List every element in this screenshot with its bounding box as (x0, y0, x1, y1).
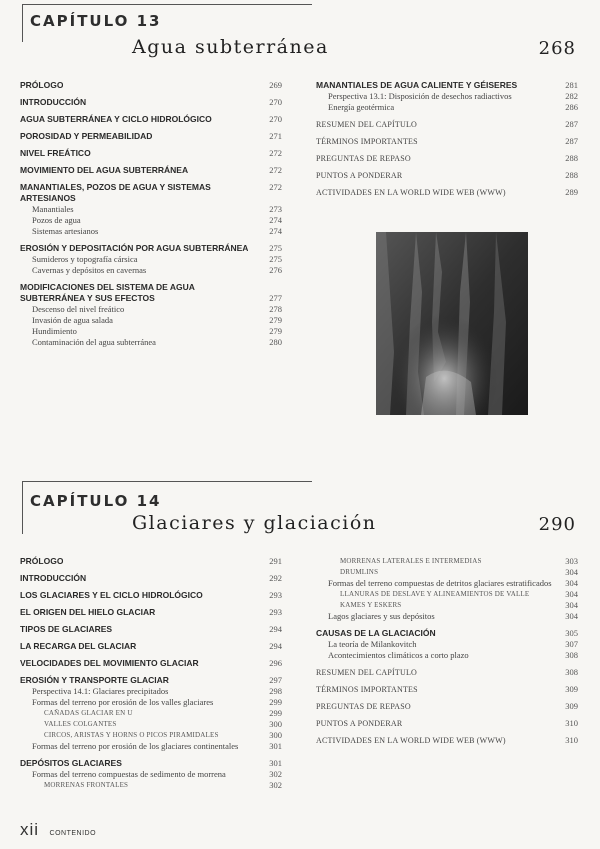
toc-entry-page: 301 (269, 758, 282, 768)
toc-entry-page: 299 (269, 708, 282, 718)
toc-entry-page: 294 (269, 641, 282, 651)
toc-entry-title: LLANURAS DE DESLAVE Y ALINEAMIENTOS DE VALLE (340, 590, 530, 598)
toc-entry-page: 279 (269, 315, 282, 325)
toc-entry-title: Formas del terreno compuestas de sedimento de morrena (32, 769, 226, 779)
toc-entry (316, 567, 578, 578)
toc-entry (20, 641, 282, 652)
toc-entry-page: 304 (565, 589, 578, 599)
toc-entry-title: Formas del terreno compuestas de detritos glaciares estratificados (328, 578, 552, 588)
chapter-rule (22, 4, 312, 5)
toc-entry-title: TÉRMINOS IMPORTANTES (316, 137, 418, 146)
toc-entry-page: 277 (269, 293, 282, 303)
toc-entry-title: Contaminación del agua subterránea (32, 337, 156, 347)
toc-entry-title: MODIFICACIONES DEL SISTEMA DE AGUA (20, 282, 195, 292)
toc-entry (20, 607, 282, 618)
toc-entry-title: EROSIÓN Y DEPOSITACIÓN POR AGUA SUBTERRÁNEA (20, 243, 249, 253)
toc-column-left (20, 556, 282, 791)
footer-section-label: CONTENIDO (49, 830, 97, 837)
cave-photo (376, 232, 528, 415)
toc-entry-page: 289 (565, 187, 578, 197)
toc-entry (20, 590, 282, 601)
toc-entry-title: RESUMEN DEL CAPÍTULO (316, 668, 418, 677)
toc-entry (316, 589, 578, 600)
toc-entry-title: NIVEL FREÁTICO (20, 148, 91, 158)
toc-entry (316, 684, 578, 695)
toc-entry-page: 286 (565, 102, 578, 112)
toc-entry-page: 303 (565, 556, 578, 566)
toc-entry-title: La teoría de Milankovitch (328, 639, 417, 649)
footer-page-number: xii (20, 820, 40, 839)
toc-entry (20, 658, 282, 669)
toc-entry (20, 265, 282, 276)
chapter-label: CAPÍTULO 13 (30, 12, 162, 30)
toc-entry-page: 294 (269, 624, 282, 634)
toc-entry (20, 780, 282, 791)
toc-entry-title: Perspectiva 13.1: Disposición de desechos radiactivos (328, 91, 512, 101)
toc-entry-title: MOVIMIENTO DEL AGUA SUBTERRÁNEA (20, 165, 189, 175)
toc-entry (20, 97, 282, 108)
toc-entry-title: EL ORIGEN DEL HIELO GLACIAR (20, 607, 156, 617)
toc-entry (20, 80, 282, 91)
toc-entry-title: POROSIDAD Y PERMEABILIDAD (20, 131, 153, 141)
chapter-title: Glaciares y glaciación (132, 512, 377, 534)
toc-entry-page: 276 (269, 265, 282, 275)
toc-entry (20, 337, 282, 348)
toc-entry-page: 300 (269, 730, 282, 740)
chapter-page-number: 268 (538, 38, 576, 59)
toc-entry-page: 271 (269, 131, 282, 141)
toc-entry-title: Invasión de agua salada (32, 315, 113, 325)
toc-entry-page: 304 (565, 611, 578, 621)
toc-entry-title: ACTIVIDADES EN LA WORLD WIDE WEB (WWW) (316, 736, 506, 745)
toc-entry-title: Cavernas y depósitos en cavernas (32, 265, 147, 275)
chapter-page-number: 290 (538, 514, 576, 535)
toc-entry-title: AGUA SUBTERRÁNEA Y CICLO HIDROLÓGICO (20, 114, 212, 124)
toc-entry (20, 675, 282, 686)
toc-entry-page: 302 (269, 780, 282, 790)
toc-entry-title: Hundimiento (32, 326, 77, 336)
toc-entry (20, 293, 282, 304)
toc-entry-title: TÉRMINOS IMPORTANTES (316, 685, 418, 694)
toc-entry-title: Sistemas artesianos (32, 226, 99, 236)
toc-entry-page: 309 (565, 701, 578, 711)
toc-entry (316, 136, 578, 147)
toc-entry (316, 91, 578, 102)
toc-entry-title: PUNTOS A PONDERAR (316, 719, 403, 728)
toc-column-left (20, 80, 282, 348)
toc-entry (20, 719, 282, 730)
toc-entry-page: 307 (565, 639, 578, 649)
toc-entry (316, 650, 578, 661)
toc-entry-page: 298 (269, 686, 282, 696)
toc-entry-page: 288 (565, 170, 578, 180)
toc-entry (20, 686, 282, 697)
toc-entry-page: 300 (269, 719, 282, 729)
toc-entry-page: 272 (269, 182, 282, 192)
toc-entry-page: 269 (269, 80, 282, 90)
toc-column-right (316, 556, 578, 746)
toc-entry (316, 701, 578, 712)
toc-entry (20, 556, 282, 567)
toc-entry-page: 292 (269, 573, 282, 583)
toc-entry-page: 287 (565, 136, 578, 146)
toc-entry-title: PRÓLOGO (20, 80, 64, 90)
chapter-label: CAPÍTULO 14 (30, 492, 162, 510)
page-footer (20, 820, 96, 840)
toc-entry-page: 291 (269, 556, 282, 566)
toc-entry-page: 275 (269, 243, 282, 253)
toc-entry-title: Formas del terreno por erosión de los valles glaciares (32, 697, 214, 707)
toc-entry (20, 697, 282, 708)
toc-entry (316, 80, 578, 91)
toc-entry-title: Descenso del nivel freático (32, 304, 125, 314)
toc-entry (20, 282, 282, 293)
toc-entry-title: CAÑADAS GLACIAR EN U (44, 709, 133, 717)
toc-entry (20, 215, 282, 226)
toc-entry-title: INTRODUCCIÓN (20, 573, 87, 583)
toc-entry-title: DEPÓSITOS GLACIARES (20, 758, 122, 768)
toc-entry-page: 275 (269, 254, 282, 264)
toc-entry-page: 270 (269, 114, 282, 124)
toc-entry-title: EROSIÓN Y TRANSPORTE GLACIAR (20, 675, 169, 685)
toc-entry-title: Manantiales (32, 204, 74, 214)
toc-entry (20, 254, 282, 265)
toc-entry-title: PRÓLOGO (20, 556, 64, 566)
toc-entry-title: Lagos glaciares y sus depósitos (328, 611, 435, 621)
toc-entry-title: PUNTOS A PONDERAR (316, 171, 403, 180)
toc-entry-page: 304 (565, 600, 578, 610)
toc-entry-title: MANANTIALES, POZOS DE AGUA Y SISTEMAS ARTESIANOS (20, 182, 211, 203)
toc-entry-title: PREGUNTAS DE REPASO (316, 702, 411, 711)
toc-entry (20, 326, 282, 337)
toc-entry-title: MORRENAS LATERALES E INTERMEDIAS (340, 557, 482, 565)
toc-entry (20, 315, 282, 326)
toc-entry (20, 165, 282, 176)
toc-entry-title: CAUSAS DE LA GLACIACIÓN (316, 628, 436, 638)
toc-entry-title: MORRENAS FRONTALES (44, 781, 129, 789)
toc-entry-page: 296 (269, 658, 282, 668)
toc-entry-page: 279 (269, 326, 282, 336)
toc-entry-title: KAMES Y ESKERS (340, 601, 402, 609)
chapter-rule (22, 481, 312, 482)
toc-entry-page: 272 (269, 148, 282, 158)
toc-entry-title: INTRODUCCIÓN (20, 97, 87, 107)
toc-entry (20, 148, 282, 159)
toc-entry (316, 611, 578, 622)
toc-entry-page: 297 (269, 675, 282, 685)
toc-entry-page: 305 (565, 628, 578, 638)
toc-entry-page: 308 (565, 650, 578, 660)
toc-entry (316, 187, 578, 198)
toc-entry (20, 114, 282, 125)
toc-entry (20, 769, 282, 780)
chapter-rule (22, 482, 23, 534)
toc-entry (316, 718, 578, 729)
toc-entry-page: 310 (565, 735, 578, 745)
toc-entry-page: 288 (565, 153, 578, 163)
toc-entry-title: VELOCIDADES DEL MOVIMIENTO GLACIAR (20, 658, 199, 668)
toc-entry (20, 758, 282, 769)
toc-entry-page: 280 (269, 337, 282, 347)
toc-entry-title: DRUMLINS (340, 568, 379, 576)
toc-entry (316, 153, 578, 164)
toc-entry-page: 281 (565, 80, 578, 90)
toc-column-right (316, 80, 578, 198)
toc-entry-page: 304 (565, 567, 578, 577)
toc-entry-title: LA RECARGA DEL GLACIAR (20, 641, 137, 651)
toc-entry (316, 170, 578, 181)
toc-entry-page: 302 (269, 769, 282, 779)
toc-entry-title: CIRCOS, ARISTAS Y HORNS O PICOS PIRAMIDALES (44, 731, 219, 739)
toc-entry-page: 274 (269, 215, 282, 225)
toc-entry-title: Acontecimientos climáticos a corto plazo (328, 650, 469, 660)
toc-entry-title: LOS GLACIARES Y EL CICLO HIDROLÓGICO (20, 590, 203, 600)
toc-entry-page: 293 (269, 607, 282, 617)
toc-entry (20, 131, 282, 142)
toc-entry (20, 741, 282, 752)
toc-entry-page: 270 (269, 97, 282, 107)
toc-entry-title: TIPOS DE GLACIARES (20, 624, 113, 634)
toc-entry (316, 578, 578, 589)
toc-entry (316, 667, 578, 678)
toc-entry-title: Formas del terreno por erosión de los glaciares continentales (32, 741, 239, 751)
toc-entry-page: 308 (565, 667, 578, 677)
chapter-title: Agua subterránea (132, 36, 329, 58)
toc-entry-page: 287 (565, 119, 578, 129)
toc-entry-page: 301 (269, 741, 282, 751)
toc-entry-page: 299 (269, 697, 282, 707)
toc-entry-title: RESUMEN DEL CAPÍTULO (316, 120, 418, 129)
toc-entry (20, 226, 282, 237)
toc-entry (20, 204, 282, 215)
chapter-rule (22, 4, 23, 42)
toc-entry (316, 600, 578, 611)
toc-entry (316, 639, 578, 650)
toc-entry (316, 628, 578, 639)
toc-entry-page: 274 (269, 226, 282, 236)
toc-entry (20, 624, 282, 635)
toc-entry-title: Sumideros y topografía cársica (32, 254, 138, 264)
toc-entry-title: Perspectiva 14.1: Glaciares precipitados (32, 686, 169, 696)
toc-entry-page: 310 (565, 718, 578, 728)
toc-entry (316, 735, 578, 746)
toc-entry-title: Pozos de agua (32, 215, 81, 225)
toc-entry (316, 556, 578, 567)
toc-entry (20, 573, 282, 584)
toc-entry-title: SUBTERRÁNEA Y SUS EFECTOS (20, 293, 155, 303)
toc-entry-page: 273 (269, 204, 282, 214)
toc-entry (20, 182, 282, 204)
toc-entry-page: 293 (269, 590, 282, 600)
toc-entry-title: ACTIVIDADES EN LA WORLD WIDE WEB (WWW) (316, 188, 506, 197)
toc-entry (20, 708, 282, 719)
toc-entry-page: 304 (565, 578, 578, 588)
toc-entry-title: PREGUNTAS DE REPASO (316, 154, 411, 163)
toc-entry-title: MANANTIALES DE AGUA CALIENTE Y GÉISERES (316, 80, 518, 90)
toc-entry (316, 119, 578, 130)
toc-entry-page: 309 (565, 684, 578, 694)
toc-entry-page: 278 (269, 304, 282, 314)
toc-entry (316, 102, 578, 113)
toc-entry (20, 730, 282, 741)
toc-entry-title: Energía geotérmica (328, 102, 395, 112)
toc-entry (20, 304, 282, 315)
toc-entry-page: 282 (565, 91, 578, 101)
toc-entry-page: 272 (269, 165, 282, 175)
toc-entry (20, 243, 282, 254)
toc-entry-title: VALLES COLGANTES (44, 720, 117, 728)
